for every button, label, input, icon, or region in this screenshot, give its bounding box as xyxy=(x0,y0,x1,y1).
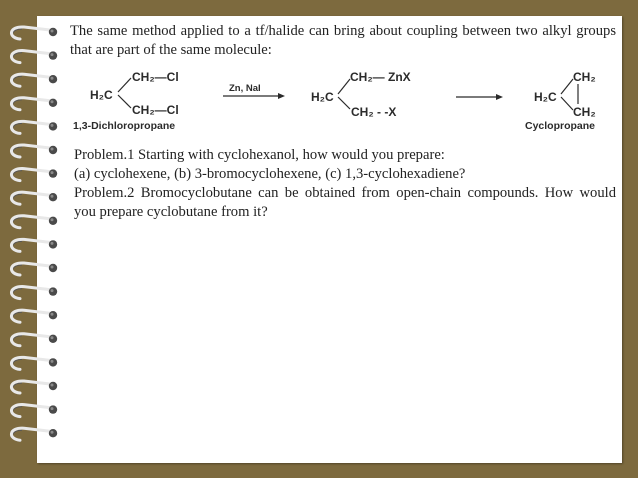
binding-ring xyxy=(11,27,57,40)
binding-ring xyxy=(11,145,57,158)
binding-ring xyxy=(11,428,57,441)
binding-ring xyxy=(11,51,57,64)
binding-ring xyxy=(11,381,57,394)
binding-ring xyxy=(11,287,57,300)
product-bottom-group: CH₂ xyxy=(573,105,596,119)
spiral-binding xyxy=(0,0,70,478)
binding-ring xyxy=(11,405,57,418)
binding-ring xyxy=(11,334,57,347)
problems-block xyxy=(74,146,616,222)
binding-ring xyxy=(11,192,57,205)
reactant-name: 1,3-Dichloropropane xyxy=(73,120,176,132)
product-bond-bottom xyxy=(561,97,573,110)
binding-ring xyxy=(11,169,57,182)
problem-1-line: Problem.1 Starting with cyclohexanol, how would you prepare: xyxy=(74,147,445,163)
reagent-label: Zn, NaI xyxy=(229,83,261,94)
intermediate-bond-top xyxy=(338,79,350,94)
binding-ring xyxy=(11,239,57,252)
intermediate-left-group: H₂C xyxy=(311,90,334,104)
intro-paragraph: The same method applied to a tf/halide can bring about coupling between two alkyl groups that are part of the same molecule: xyxy=(70,23,616,58)
binding-ring xyxy=(11,310,57,323)
product-top-group: CH₂ xyxy=(573,70,596,84)
reaction-arrow-2-head xyxy=(496,94,503,100)
intermediate-bond-bottom xyxy=(338,97,350,109)
reaction-scheme xyxy=(68,64,618,138)
problem-2-line: Problem.2 Bromocyclobutane can be obtained from open-chain compounds. How would you prepare cyclobutane from it? xyxy=(74,185,616,220)
reactant-bond-top xyxy=(118,78,131,92)
reactant-bond-bottom xyxy=(118,95,131,108)
binding-ring xyxy=(11,263,57,276)
reactant-bottom-group: CH₂—Cl xyxy=(132,103,179,117)
binding-ring xyxy=(11,74,57,87)
product-name: Cyclopropane xyxy=(525,120,596,132)
reaction-arrow-1-head xyxy=(278,93,285,99)
product-left-group: H₂C xyxy=(534,90,557,104)
reactant-left-group: H₂C xyxy=(90,88,113,102)
reactant-top-group: CH₂—Cl xyxy=(132,70,179,84)
problem-1-options: (a) cyclohexene, (b) 3-bromocyclohexene, (c) 1,3-cyclohexadiene? xyxy=(74,166,466,182)
binding-ring xyxy=(11,121,57,134)
binding-ring xyxy=(11,357,57,370)
binding-ring xyxy=(11,216,57,229)
intermediate-top-group: CH₂— ZnX xyxy=(350,70,411,84)
product-bond-top xyxy=(561,79,573,94)
binding-ring xyxy=(11,98,57,111)
intermediate-bottom-group: CH₂ - -X xyxy=(351,105,397,119)
